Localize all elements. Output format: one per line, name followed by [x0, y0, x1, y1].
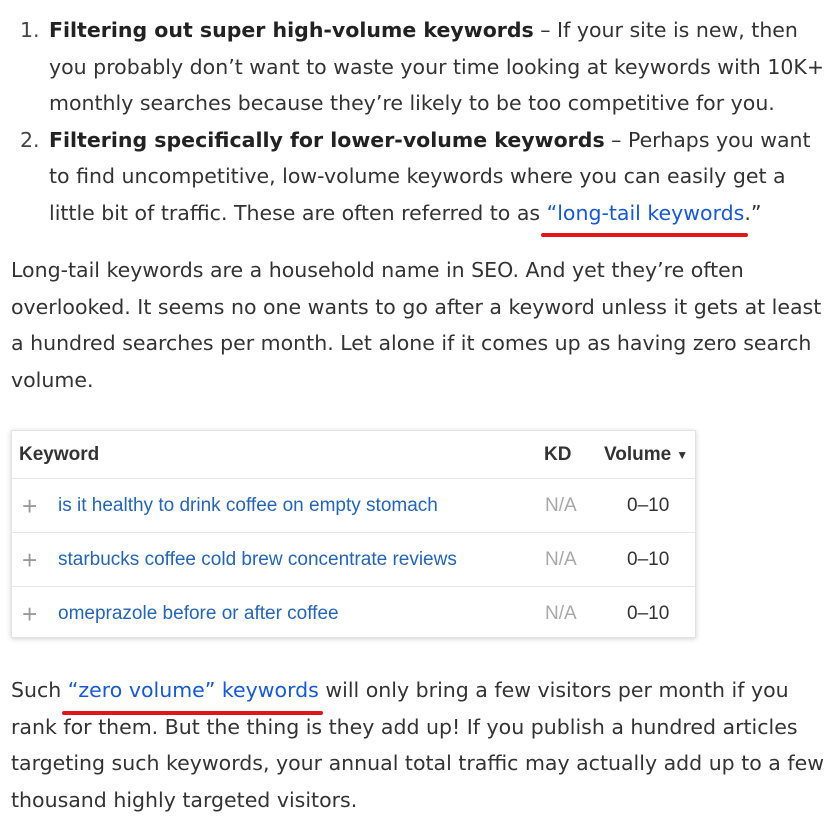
plus-icon[interactable]: + — [22, 490, 38, 521]
paragraph: Long-tail keywords are a household name in SEO. And yet they’re often overlooked. It seems no one wants to go after a keyword unless it gets at least a hundred searches per month. Let alone if it comes up as having zero search volume. — [11, 258, 822, 392]
list-item-text: – Perhaps you want to find uncompetitive, low-volume keywords where you can easily get a little bit of traffic. These are often referred to as — [49, 127, 811, 225]
list-item-text: – If your site is new, then you probably don’t want to waste your time looking at keywords with 10K+ monthly searches because they’re likely to be too competitive for you. — [49, 18, 825, 115]
column-header-kd[interactable]: KD — [544, 443, 572, 465]
paragraph-text: Such — [11, 678, 68, 702]
list-item — [0, 122, 833, 232]
column-header-volume-label: Volume — [604, 443, 672, 465]
volume-value: 0–10 — [627, 549, 670, 570]
kd-value: N/A — [545, 549, 577, 570]
plus-icon[interactable]: + — [22, 598, 38, 629]
kd-value: N/A — [545, 603, 577, 624]
plus-icon[interactable]: + — [22, 544, 38, 575]
table-row — [12, 586, 695, 641]
list-item-lead: Filtering specifically for lower-volume keywords — [49, 127, 605, 152]
list-item — [0, 12, 833, 122]
table-header-row — [12, 431, 695, 478]
volume-value: 0–10 — [627, 603, 670, 624]
link-text: “long-tail keywords — [546, 200, 745, 225]
keyword-table — [11, 430, 696, 638]
list-item-lead: Filtering out super high-volume keywords — [49, 18, 534, 42]
column-header-volume[interactable] — [604, 431, 688, 478]
numbered-list — [0, 12, 833, 231]
long-tail-keywords-link[interactable] — [547, 195, 745, 232]
caret-down-icon: ▼ — [676, 447, 689, 462]
list-number: 2. — [20, 127, 40, 152]
table-row — [12, 532, 695, 587]
keyword-link[interactable]: is it healthy to drink coffee on empty stomach — [58, 495, 438, 516]
red-underline-annotation — [541, 233, 749, 237]
paragraph-text: will only bring a few visitors per month if you rank for them. But the thing is they add up! If you publish a hundred articles targeting such keywords, your annual total traffic may actually add up to a few thousand highly targeted visitors. — [11, 678, 824, 812]
keyword-link[interactable]: starbucks coffee cold brew concentrate reviews — [58, 549, 457, 570]
link-text: “zero volume” keywords — [67, 678, 319, 702]
volume-value: 0–10 — [627, 495, 670, 516]
kd-value: N/A — [545, 495, 577, 516]
list-item-text-end: .” — [744, 200, 762, 225]
list-number: 1. — [20, 18, 40, 42]
table-row — [12, 478, 695, 533]
zero-volume-keywords-link[interactable] — [68, 672, 319, 709]
column-header-keyword[interactable]: Keyword — [19, 443, 100, 465]
keyword-link[interactable]: omeprazole before or after coffee — [58, 603, 339, 624]
paragraph — [11, 672, 827, 818]
red-underline-annotation — [62, 711, 323, 715]
